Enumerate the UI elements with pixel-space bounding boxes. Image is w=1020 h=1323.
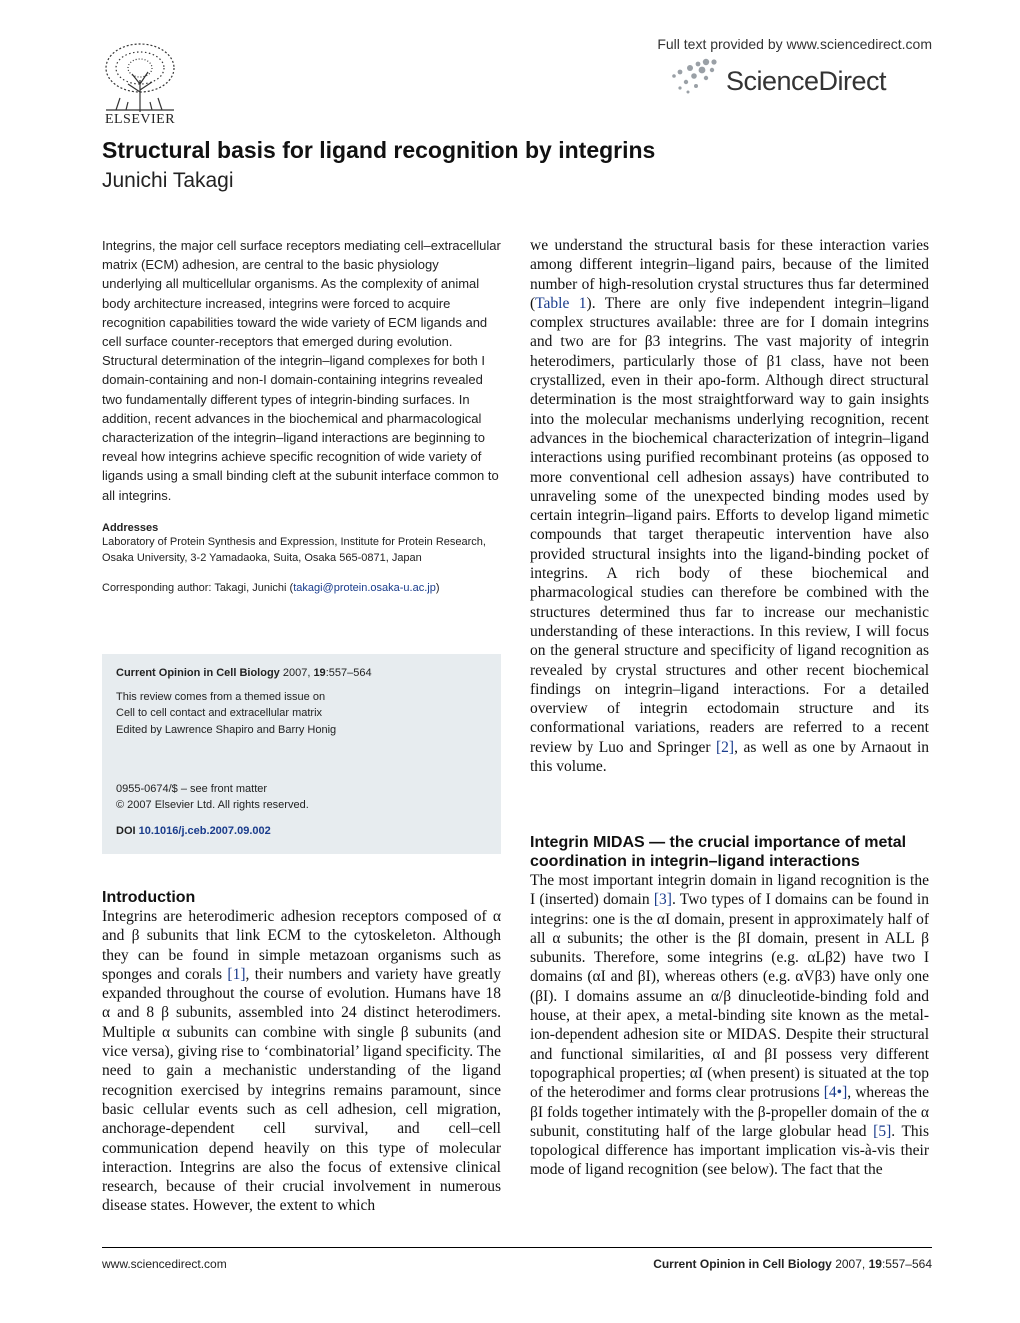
infobox-doi <box>116 823 487 839</box>
introduction-section <box>102 888 501 1216</box>
infobox-pages: :557–564 <box>325 667 372 679</box>
midas-section <box>530 833 929 1180</box>
table-1-link[interactable]: Table 1 <box>535 294 587 312</box>
infobox-citation <box>116 665 487 681</box>
footer-volume: 19 <box>868 1257 882 1271</box>
sciencedirect-brand[interactable]: ScienceDirect <box>726 66 887 96</box>
footer-journal: Current Opinion in Cell Biology <box>653 1257 832 1271</box>
right-text-1: we understand the structural basis for these interaction varies among different integrin–ligand pairs, because of the limited number of high-resolution crystal structures thus far determined ( <box>530 237 929 312</box>
abstract-text: Integrins, the major cell surface receptors mediating cell–extracellular matrix (ECM) adhesion, are central to the basic physiology underlying all multicellular organisms. As the complexity of animal body architecture increased, integrins were forced to acquire recognition capabilities toward the wide variety of ECM ligands and cell surface counter-receptors that emerged during evolution. Structural determination of the integrin–ligand complexes for both I domain-containing and non-I domain-containing integrins revealed two fundamentally different types of integrin-binding surfaces. In addition, recent advances in the biochemical and pharmacological characterization of the integrin–ligand interactions are beginning to reveal how integrins achieve specific recognition of wide variety of ligands using a small binding cleft at the subunit interface common to all integrins. <box>102 238 501 503</box>
infobox-editors: Edited by Lawrence Shapiro and Barry Honig <box>116 723 337 736</box>
footer-rule <box>102 1247 932 1248</box>
infobox-year: 2007, <box>282 667 311 679</box>
infobox-issn: 0955-0674/$ – see front matter <box>116 782 268 795</box>
midas-text <box>530 871 929 1180</box>
footer-pages: :557–564 <box>881 1257 932 1271</box>
ref-1-link[interactable]: [1] <box>227 965 246 983</box>
publisher-name: ELSEVIER <box>104 112 176 127</box>
footer-year: 2007, <box>835 1257 866 1271</box>
article-title: Structural basis for ligand recognition by integrins <box>102 137 656 163</box>
infobox-theme-1: This review comes from a themed issue on <box>116 691 326 704</box>
midas-text-4: . This topological difference has important implication vis-à-vis their mode of ligand recognition (see below). The fact that the <box>530 1122 929 1179</box>
right-column <box>530 236 929 776</box>
ref-4-link[interactable]: [4•] <box>823 1084 848 1102</box>
addresses-heading: Addresses <box>102 521 159 534</box>
intro-text-1: Integrins are heterodimeric adhesion receptors composed of α and β subunits that link ECM to the cytoskeleton. Although they can be found in simple metazoan organisms such as sponges and corals <box>102 908 501 983</box>
ref-5-link[interactable]: [5] <box>873 1122 892 1140</box>
sciencedirect-dots-icon <box>666 56 722 96</box>
midas-text-2: . Two types of I domains can be found in integrins: one is the αI domain, present in approximately half of all α subunits; the other is the βI domain, present in ALL β subunits. Therefore, some integrins (e.g. αLβ2) have two I domains (αI and βI), whereas others (e.g. αVβ3) have only one (βI). I domains assume an α/β dinucleotide-binding fold and house, at their apex, a metal-binding site known as the metal-ion-dependent adhesion site or MIDAS. Despite their structural and functional similarities, αI and βI possess very different topographical properties; αI (when present) is situated at the top of the heterodimer and forms clear protrusions <box>530 891 929 1102</box>
doi-link[interactable]: 10.1016/j.ceb.2007.09.002 <box>138 825 271 838</box>
intro-text-2: , their numbers and variety have greatly expanded throughout the course of evolution. Humans have 18 α and 8 β subunits, assembled into 24 distinct heterodimers. Multiple α subunits can combine with single β subunits (and vice versa), giving rise to ‘combinatorial’ ligand specificity. The need to gain a mechanistic understanding of the ligand recognition exercised by integrins remains paramount, since basic cellular events such as cell adhesion, cell migration, anchorage-dependent cell survival, and cell–cell communication depend heavily on this type of molecular interaction. Integrins are also the focus of extensive clinical research, because of their crucial involvement in numerous disease states. However, the extent to which <box>102 965 501 1215</box>
ref-2-link[interactable]: [2] <box>716 738 735 756</box>
right-text-3: , as well as one by Arnaout in this volume. <box>530 738 929 776</box>
infobox-copyright: © 2007 Elsevier Ltd. All rights reserved. <box>116 799 309 812</box>
introduction-heading: Introduction <box>102 889 196 906</box>
right-text-2: ). There are only five independent integrin–ligand complex structures available: three are for I domain integrins and two are for β3 integrins. The vast majority of integrin heterodimers, particularly those of β1 class, have not been crystallized, even in their apo-form. Although direct structural determination is the most straightforward way to gain insights into the molecular mechanisms underlying recognition, recent advances in the biochemical characterization of integrin–ligand interactions using purified recombinant proteins (as opposed to more conventional cell adhesion assays) have contributed to unraveling some of the unexpected binding modes used by certain integrin–ligand pairs. Efforts to develop ligand mimetic compounds that target therapeutic intervention have also provided structural insights into the ligand-binding pocket of integrins. A rich body of these biochemical and pharmacological studies can therefore be combined with the structures determined thus far to increase our mechanistic understanding of these interactions. In this review, I will focus on the general structure and specificity of ligand recognition as revealed by crystal structures and other recent biochemical findings on integrin–ligand interactions. For a detailed overview of integrin ectodomain structure and its conformational variations, readers are referred to a recent review by Luo and Springer <box>530 294 929 756</box>
continued-text <box>530 236 929 776</box>
addresses-text: Laboratory of Protein Synthesis and Expression, Institute for Protein Research, Osaka University, 3-2 Yamadaoka, Suita, Osaka 565-0871, Japan <box>102 535 486 565</box>
midas-text-3: , whereas the βI folds together intimately with the β-propeller domain of the α subunit, constituting half of the large globular head <box>530 1084 929 1140</box>
infobox-journal: Current Opinion in Cell Biology <box>116 667 280 679</box>
infobox-volume: 19 <box>313 667 326 679</box>
midas-heading: Integrin MIDAS — the crucial importance of metal coordination in integrin–ligand interactions <box>530 834 907 870</box>
article-author: Junichi Takagi <box>102 169 234 192</box>
introduction-text <box>102 907 501 1216</box>
midas-text-1: The most important integrin domain in ligand recognition is the I (inserted) domain <box>530 872 929 909</box>
author-email-link[interactable]: takagi@protein.osaka-u.ac.jp <box>293 582 436 595</box>
article-info-box <box>102 654 501 854</box>
ref-3-link[interactable]: [3] <box>653 891 672 909</box>
corresponding-author <box>102 580 501 596</box>
fulltext-note[interactable]: Full text provided by www.sciencedirect.com <box>657 36 932 52</box>
corresponding-prefix: Corresponding author: Takagi, Junichi ( <box>102 582 294 595</box>
doi-label: DOI <box>116 825 136 838</box>
corresponding-suffix: ) <box>435 582 440 595</box>
footer-citation <box>653 1257 932 1271</box>
infobox-theme-2: Cell to cell contact and extracellular matrix <box>116 707 323 720</box>
footer-url[interactable]: www.sciencedirect.com <box>102 1257 227 1271</box>
